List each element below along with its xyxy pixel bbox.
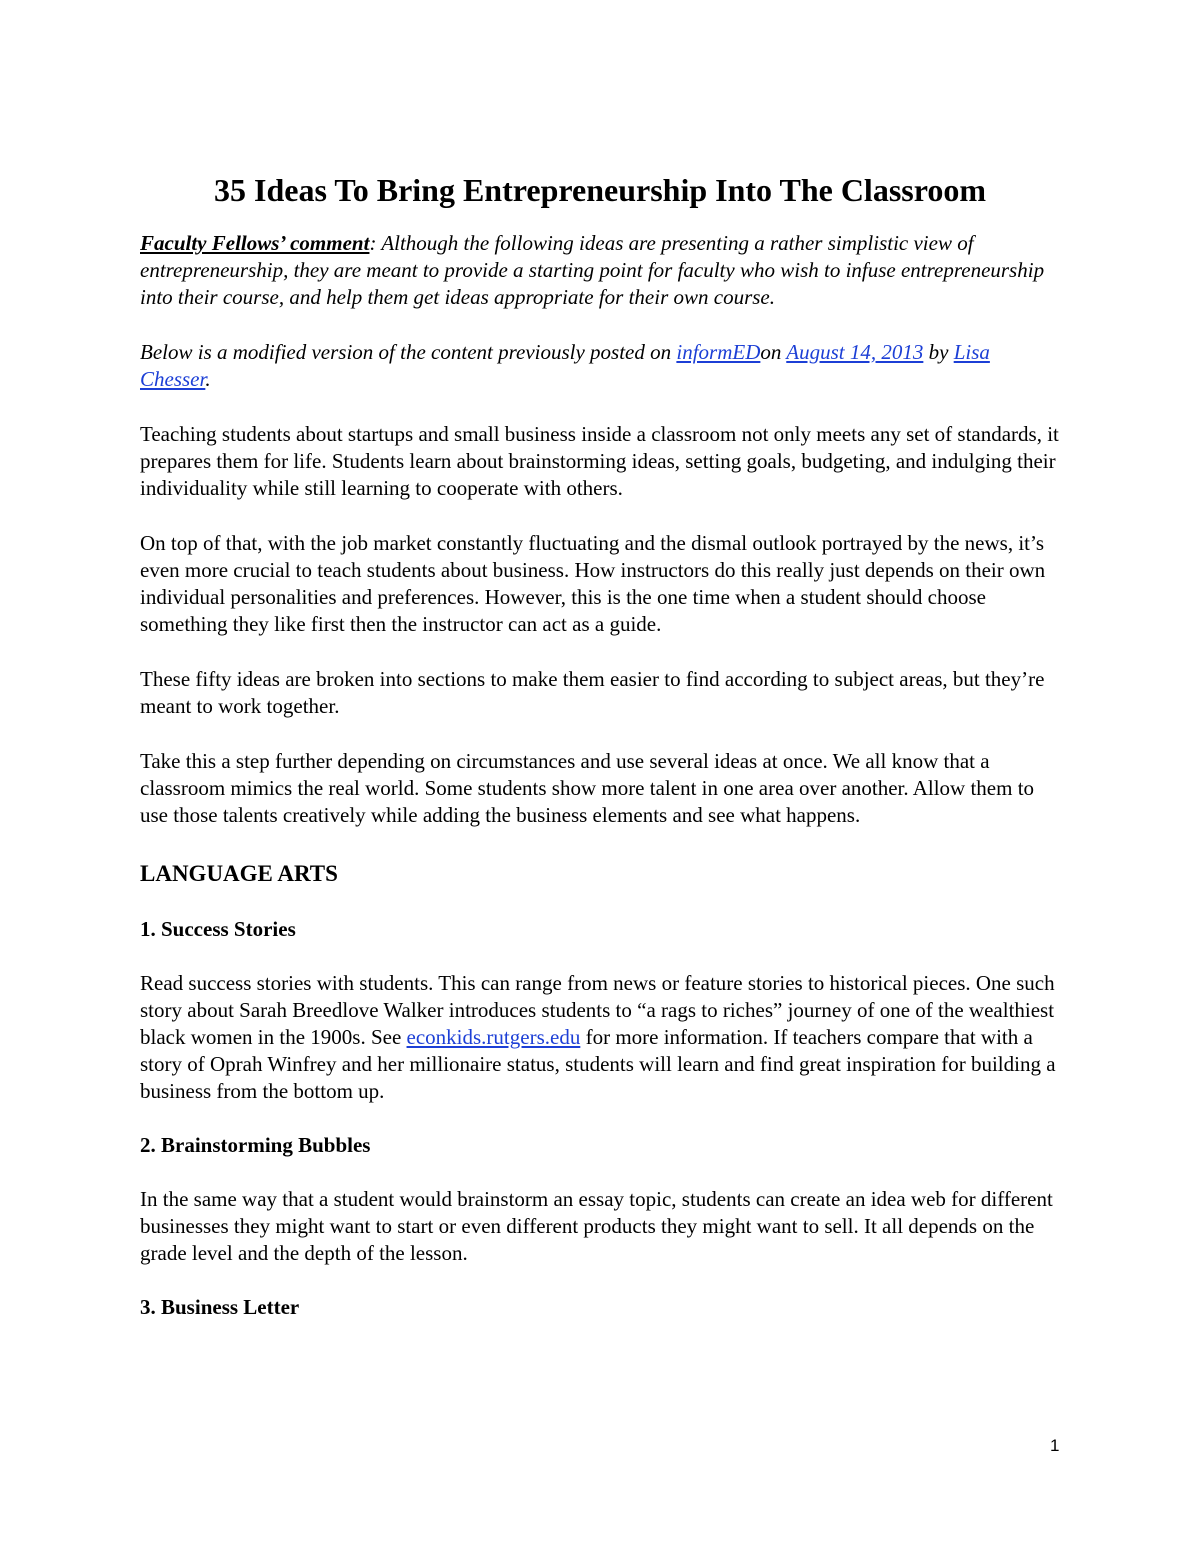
source-prefix: Below is a modified version of the content previously posted on bbox=[140, 340, 677, 364]
informed-link[interactable]: informED bbox=[676, 340, 761, 364]
comment-label: Faculty Fellows’ comment bbox=[140, 231, 370, 255]
comment-text: Although the following ideas are presenting a rather simplistic view of entrepreneurship, they are meant to provide a starting point for faculty who wish to infuse entrepreneurship into their course, and help them get ideas appropriate for their own course. bbox=[140, 231, 1045, 309]
document-body bbox=[140, 168, 1060, 1321]
source-mid1: on bbox=[760, 340, 787, 364]
item-text bbox=[140, 970, 1060, 1105]
source-suffix: . bbox=[205, 367, 211, 391]
intro-paragraph: Teaching students about startups and small business inside a classroom not only meets any set of standards, it prepares them for life. Students learn about brainstorming ideas, setting goals, budgeting, and indulging their individuality while still learning to cooperate with others. bbox=[140, 422, 1059, 500]
item-text: In the same way that a student would brainstorm an essay topic, students can create an idea web for different businesses they might want to start or even different products they might want to sell. It all depends on the grade level and the depth of the lesson. bbox=[140, 1187, 1053, 1265]
source-mid2: by bbox=[923, 340, 954, 364]
item-text-before-link: Read success stories with students. This can range from news or feature stories to historical pieces. One such story about Sarah Breedlove Walker introduces students to “a rags to riches” journey of one of the wealthiest black women in the 1900s. See bbox=[140, 971, 1055, 1049]
date-link[interactable]: August 14, 2013 bbox=[786, 340, 924, 364]
source-note bbox=[140, 339, 1060, 393]
item-heading: 2. Brainstorming Bubbles bbox=[140, 1133, 371, 1157]
item-text-after-link: for more information. If teachers compare that with a story of Oprah Winfrey and her millionaire status, students will learn and find great inspiration for building a business from the bottom up. bbox=[140, 1025, 1056, 1103]
intro-paragraph: These fifty ideas are broken into sections to make them easier to find according to subject areas, but they’re meant to work together. bbox=[140, 667, 1045, 718]
comment-label-suffix: : bbox=[369, 231, 382, 255]
page-number: 1 bbox=[1050, 1436, 1060, 1455]
econkids-link[interactable]: econkids.rutgers.edu bbox=[406, 1025, 581, 1049]
item-heading: 1. Success Stories bbox=[140, 917, 296, 941]
intro-paragraph: Take this a step further depending on circumstances and use several ideas at once. We all know that a classroom mimics the real world. Some students show more talent in one area over another. Allow them to use those talents creatively while adding the business elements and see what happens. bbox=[140, 749, 1035, 827]
faculty-comment bbox=[140, 230, 1060, 311]
section-heading: LANGUAGE ARTS bbox=[140, 861, 338, 886]
author-link[interactable]: Lisa Chesser bbox=[140, 340, 990, 391]
item-heading: 3. Business Letter bbox=[140, 1295, 300, 1319]
intro-paragraph: On top of that, with the job market constantly fluctuating and the dismal outlook portrayed by the news, it’s even more crucial to teach students about business. How instructors do this really just depends on their own individual personalities and preferences. However, this is the one time when a student should choose something they like first then the instructor can act as a guide. bbox=[140, 531, 1046, 636]
page-title: 35 Ideas To Bring Entrepreneurship Into The Classroom bbox=[213, 172, 986, 208]
